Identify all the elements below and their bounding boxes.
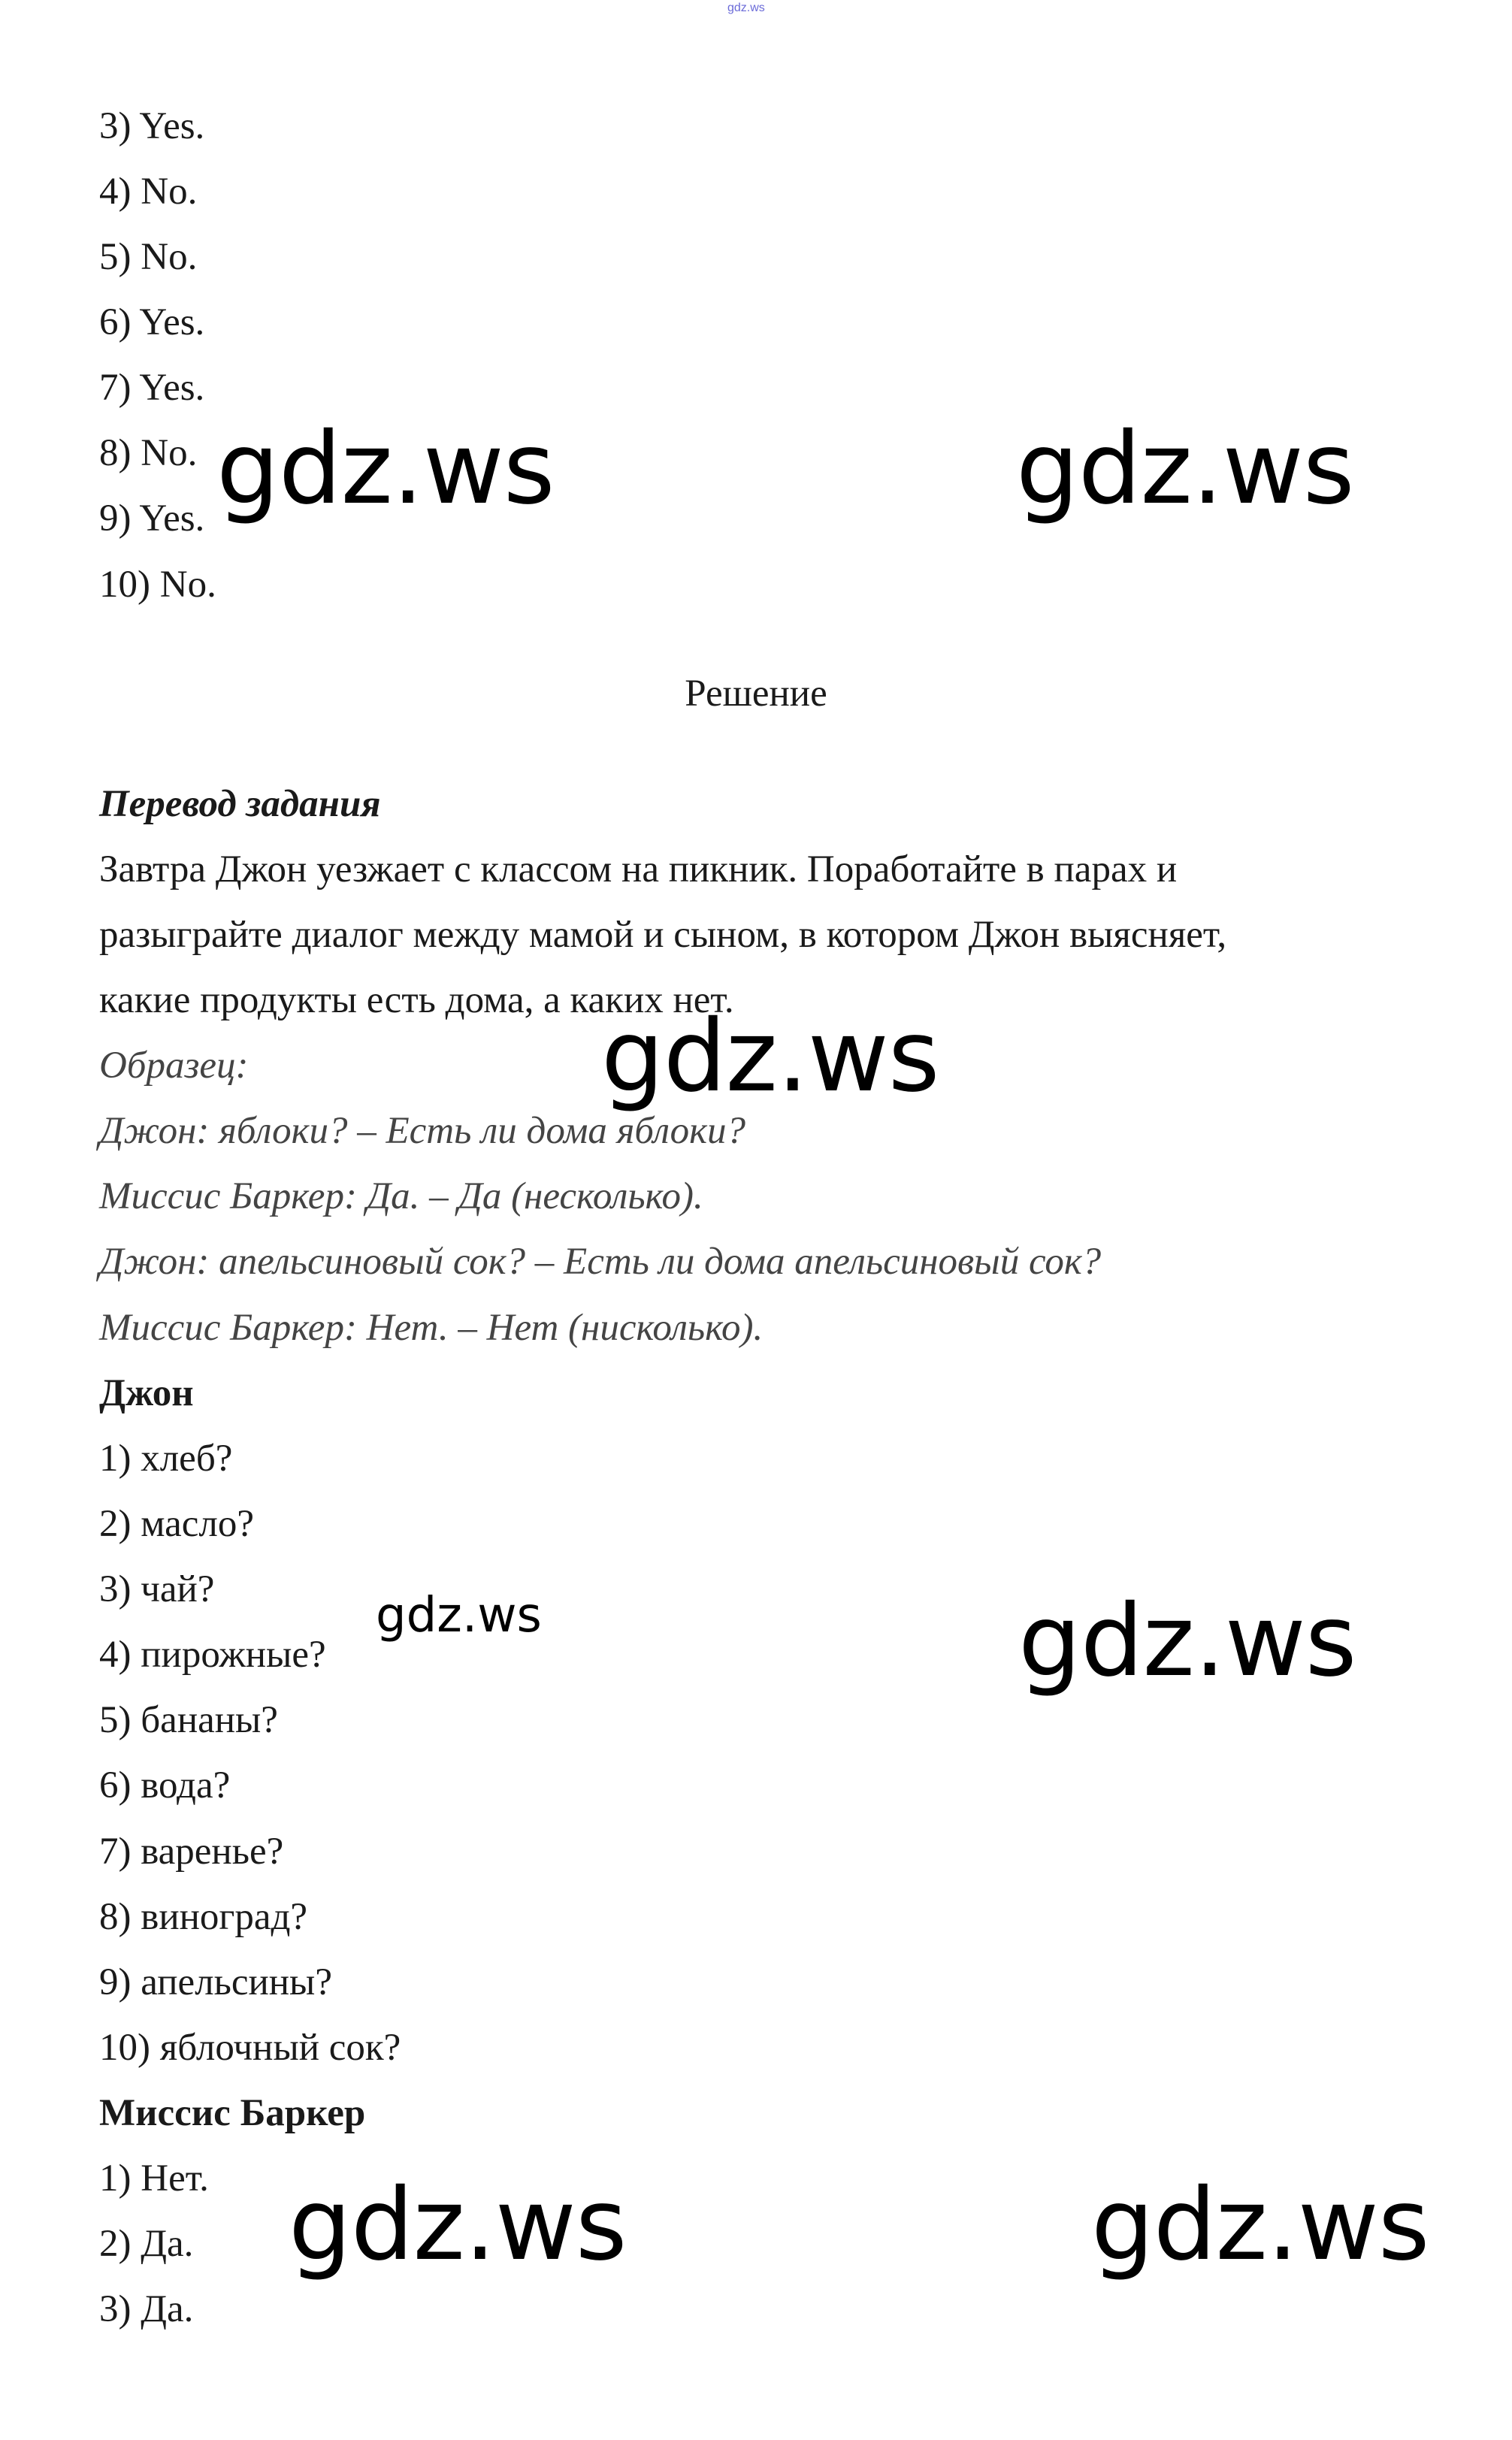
mrs-barker-item: 3) Да.: [99, 2288, 194, 2330]
paragraph-line: разыграйте диалог между мамой и сыном, в котором Джон выясняет,: [99, 914, 1227, 956]
john-item: 1) хлеб?: [99, 1438, 233, 1480]
header-watermark: gdz.ws: [727, 2, 765, 14]
watermark: gdz.ws: [289, 2167, 627, 2283]
john-item: 8) виноград?: [99, 1896, 308, 1938]
watermark: gdz.ws: [601, 999, 939, 1114]
john-item: 5) бананы?: [99, 1699, 278, 1741]
john-item: 7) варенье?: [99, 1831, 284, 1873]
answer-line: 7) Yes.: [99, 367, 205, 409]
example-line: Джон: апельсиновый сок? – Есть ли дома апельсиновый сок?: [99, 1241, 1102, 1283]
answer-line: 5) No.: [99, 236, 198, 278]
answer-line: 6) Yes.: [99, 301, 205, 343]
john-item: 6) вода?: [99, 1764, 231, 1807]
john-item: 9) апельсины?: [99, 1961, 332, 2003]
watermark: gdz.ws: [1018, 1583, 1356, 1699]
answer-line: 10) No.: [99, 564, 216, 606]
paragraph-line: Завтра Джон уезжает с классом на пикник. Поработайте в парах и: [99, 848, 1178, 890]
john-item: 2) масло?: [99, 1503, 255, 1545]
answer-line: 8) No.: [99, 432, 198, 474]
watermark: gdz.ws: [376, 1588, 542, 1643]
watermark: gdz.ws: [1091, 2167, 1429, 2283]
solution-heading: Решение: [685, 673, 827, 715]
paragraph-line: какие продукты есть дома, а каких нет.: [99, 979, 734, 1021]
john-item: 10) яблочный сок?: [99, 2027, 401, 2069]
john-item: 3) чай?: [99, 1568, 215, 1610]
example-line: Образец:: [99, 1045, 249, 1087]
example-line: Джон: яблоки? – Есть ли дома яблоки?: [99, 1110, 745, 1152]
mrs-barker-item: 1) Нет.: [99, 2157, 209, 2200]
watermark: gdz.ws: [1016, 411, 1354, 527]
mrs-barker-item: 2) Да.: [99, 2223, 194, 2265]
mrs-barker-heading: Миссис Баркер: [99, 2092, 366, 2134]
john-item: 4) пирожные?: [99, 1634, 326, 1676]
watermark: gdz.ws: [216, 411, 555, 527]
translation-heading: Перевод задания: [99, 783, 381, 825]
john-heading: Джон: [99, 1372, 194, 1414]
answer-line: 9) Yes.: [99, 497, 205, 540]
answer-line: 4) No.: [99, 171, 198, 213]
example-line: Миссис Баркер: Да. – Да (несколько).: [99, 1175, 703, 1217]
answer-line: 3) Yes.: [99, 105, 205, 147]
example-line: Миссис Баркер: Нет. – Нет (нисколько).: [99, 1307, 764, 1349]
